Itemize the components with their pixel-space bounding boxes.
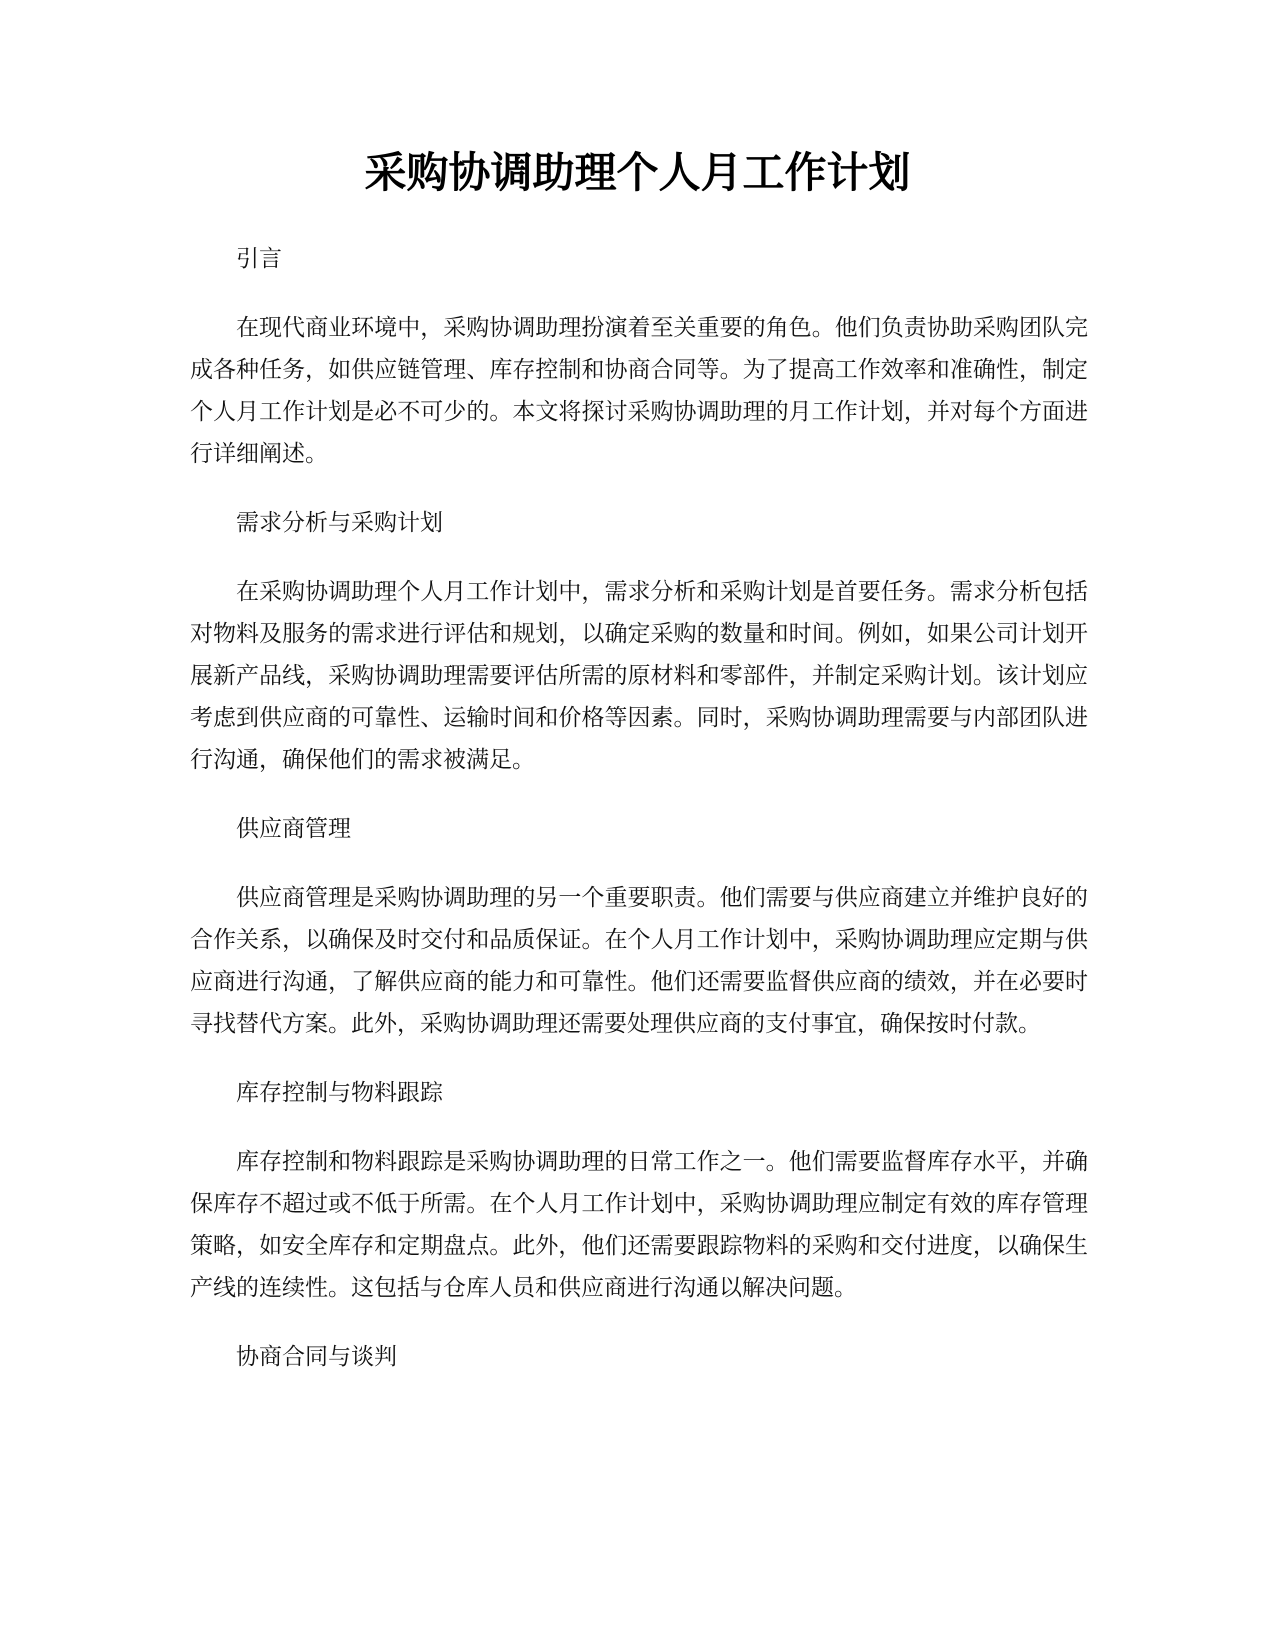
section-heading-inventory-control: 库存控制与物料跟踪	[236, 1080, 443, 1106]
section-body-inventory-control: 库存控制和物料跟踪是采购协调助理的日常工作之一。他们需要监督库存水平，并确保库存不超过或不低于所需。在个人月工作计划中，采购协调助理应制定有效的库存管理策略，如安全库存和定期盘点。此外，他们还需要跟踪物料的采购和交付进度，以确保生产线的连续性。这包括与仓库人员和供应商进行沟通以解决问题。	[190, 1149, 1088, 1301]
section-heading-intro: 引言	[236, 246, 282, 272]
section-heading-demand-analysis: 需求分析与采购计划	[236, 510, 443, 536]
section-body-demand-analysis: 在采购协调助理个人月工作计划中，需求分析和采购计划是首要任务。需求分析包括对物料及服务的需求进行评估和规划，以确定采购的数量和时间。例如，如果公司计划开展新产品线，采购协调助理需要评估所需的原材料和零部件，并制定采购计划。该计划应考虑到供应商的可靠性、运输时间和价格等因素。同时，采购协调助理需要与内部团队进行沟通，确保他们的需求被满足。	[190, 579, 1088, 773]
document-title: 采购协调助理个人月工作计划	[364, 148, 911, 197]
section-heading-contract-negotiation: 协商合同与谈判	[236, 1344, 397, 1370]
section-heading-supplier-management: 供应商管理	[236, 816, 351, 842]
document-body	[190, 238, 1088, 1405]
section-body-intro: 在现代商业环境中，采购协调助理扮演着至关重要的角色。他们负责协助采购团队完成各种任务，如供应链管理、库存控制和协商合同等。为了提高工作效率和准确性，制定个人月工作计划是必不可少的。本文将探讨采购协调助理的月工作计划，并对每个方面进行详细阐述。	[190, 315, 1088, 467]
section-body-supplier-management: 供应商管理是采购协调助理的另一个重要职责。他们需要与供应商建立并维护良好的合作关系，以确保及时交付和品质保证。在个人月工作计划中，采购协调助理应定期与供应商进行沟通，了解供应商的能力和可靠性。他们还需要监督供应商的绩效，并在必要时寻找替代方案。此外，采购协调助理还需要处理供应商的支付事宜，确保按时付款。	[190, 885, 1088, 1037]
